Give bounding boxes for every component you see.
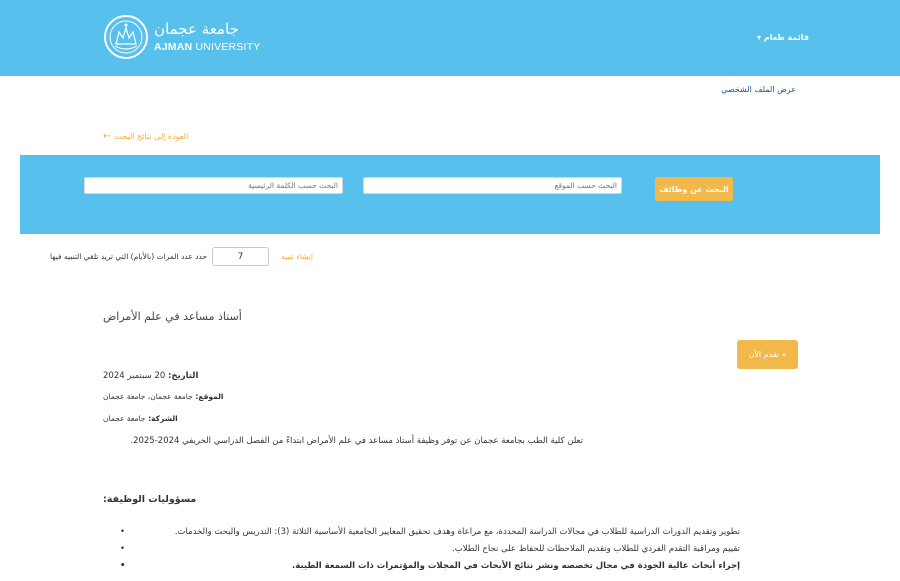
search-jobs-button[interactable]: البحث عن وظائف bbox=[655, 177, 733, 201]
location-label: الموقع: bbox=[195, 392, 224, 401]
responsibilities-list bbox=[100, 527, 740, 578]
job-date bbox=[103, 371, 198, 381]
arrow-left-icon: ← bbox=[103, 131, 112, 142]
top-header-bar bbox=[0, 0, 900, 76]
list-item: • إجراء أبحاث عالية الجودة في مجال تخصصه ونشر نتائج الأبحاث في المجلات والمؤتمرات ذات السمعة الطيبة. bbox=[100, 561, 740, 578]
logo-english-rest: UNIVERSITY bbox=[195, 41, 261, 53]
list-item: • تقييم ومراقبة التقدم الفردي للطلاب وتقديم الملاحظات للحفاظ على نجاح الطلاب. bbox=[100, 544, 740, 561]
location-value: جامعة عجمان، جامعة عجمان bbox=[103, 392, 193, 401]
job-search-panel bbox=[20, 155, 880, 234]
job-alert-row bbox=[0, 246, 900, 268]
job-company bbox=[103, 414, 178, 424]
job-title: أستاذ مساعد في علم الأمراض bbox=[103, 310, 242, 323]
date-label: التاريخ: bbox=[168, 371, 199, 381]
job-intro-text: تعلن كلية الطب بجامعة عجمان عن توفر وظيفة أستاذ مساعد في علم الأمراض ابتداءً من الفصل الدراسي الخريفي 2024-2025. bbox=[130, 436, 583, 446]
profile-link[interactable]: عرض الملف الشخصي bbox=[721, 85, 796, 94]
date-value: 20 سبتمبر 2024 bbox=[103, 371, 166, 381]
alert-frequency-label: حدد عدد المرات (بالأيام) التي تريد تلقي التنبيه فيها bbox=[49, 252, 207, 261]
back-link-label: العودة إلى نتائج البحث bbox=[114, 132, 189, 141]
university-logo[interactable] bbox=[103, 14, 261, 62]
job-location bbox=[103, 392, 223, 402]
company-label: الشركة: bbox=[148, 414, 178, 423]
logo-english-bold: AJMAN bbox=[154, 41, 193, 53]
apply-now-button[interactable]: » تقدم الآن bbox=[737, 340, 798, 369]
logo-arabic-text: جامعة عجمان bbox=[154, 20, 239, 38]
location-search-input[interactable] bbox=[363, 177, 622, 194]
university-seal-icon bbox=[103, 14, 149, 60]
menu-dropdown[interactable]: قائمة طعام ▾ bbox=[757, 33, 809, 42]
back-to-results-link[interactable] bbox=[103, 131, 188, 142]
responsibilities-heading: مسؤوليات الوظيفة: bbox=[103, 494, 197, 505]
create-alert-link[interactable]: إنشاء تنبيه bbox=[281, 252, 313, 261]
list-item: • تطوير وتقديم الدورات الدراسية للطلاب في مجالات الدراسة المحددة، مع مراعاة وهدف تحقيق المعايير الجامعية الأساسية الثلاثة (3): التدريس والبحث والخدمات. bbox=[100, 527, 740, 544]
company-value: جامعة عجمان bbox=[103, 414, 146, 423]
keyword-search-input[interactable] bbox=[84, 177, 343, 194]
alert-frequency-input[interactable] bbox=[212, 247, 269, 266]
logo-english-text bbox=[154, 41, 260, 53]
